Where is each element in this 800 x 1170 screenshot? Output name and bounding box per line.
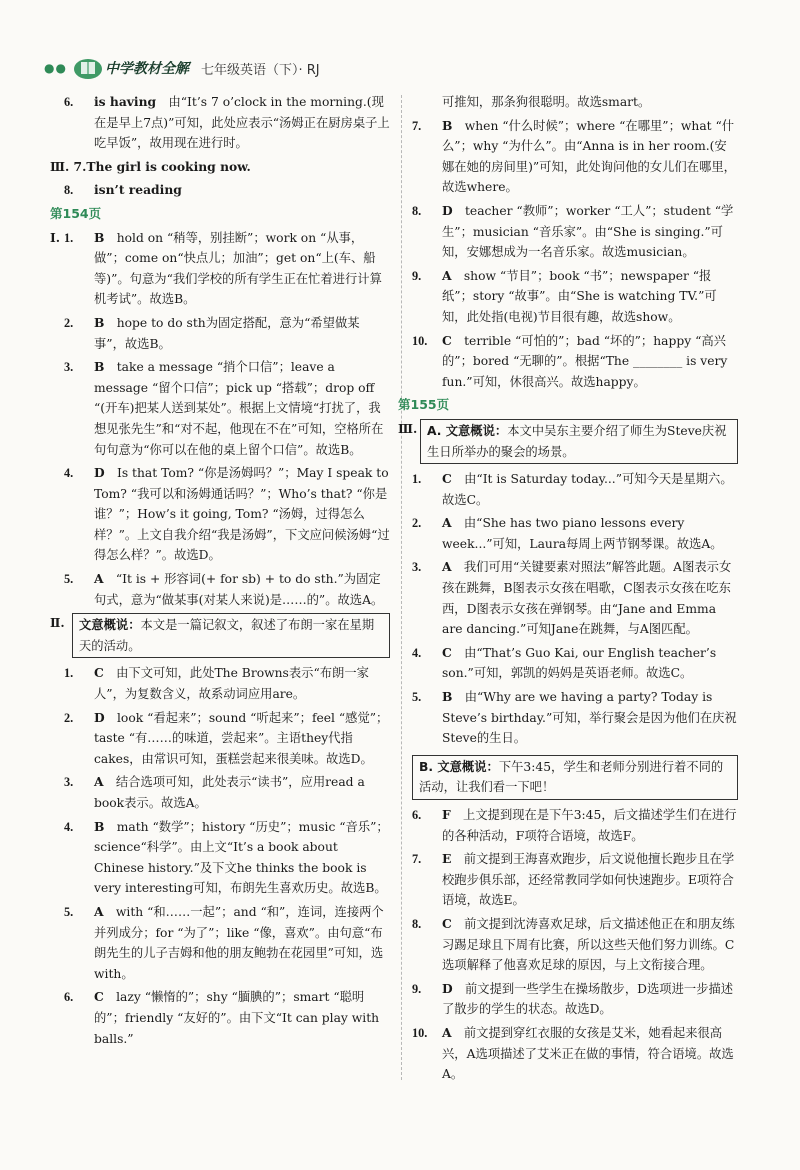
summary-box: A. 文意概说：本文中吴东主要介绍了师生为Steve庆祝生日所举办的聚会的场景。 — [420, 419, 738, 464]
answer-item: 2. B hope to do sth为固定搭配，意为“希望做某事”，故选B。 — [64, 314, 360, 351]
column-divider — [401, 95, 402, 1080]
section-summary: Ⅲ. A. 文意概说：本文中吴东主要介绍了师生为Steve庆祝生日所举办的聚会的场景。 — [398, 419, 738, 464]
answer-item: 6. is having 由“It’s 7 o’clock in the morning.(现在是早上7点)”可知，此处应表示“汤姆正在厨房桌子上吃早饭”，故用现在进行时。 — [64, 94, 390, 151]
answer-item: 1. C 由“It is Saturday today...”可知今天是星期六。故选C。 — [412, 471, 733, 507]
answer-item: 6. F 上文提到现在是下午3:45，后文描述学生们在进行的各种活动，F项符合语境，故选F。 — [412, 807, 737, 843]
section-heading: Ⅲ. 7.The girl is cooking now. — [50, 158, 251, 174]
answer-item: 7. B when “什么时候”；where “在哪里”；what “什么”；why “为什么”。由“Anna is in her room.(安娜在她的房间里)”可知，此处询问他的女儿们在哪里，故选where。 — [412, 117, 736, 195]
answer-item: Ⅰ. 1. B hold on “稍等，别挂断”；work on “从事，做”；come on“快点儿；加油”；get on“上(车、船等)”。句意为“我们学校的所有学生正在忙着进行计算机考试”。故选B。 — [50, 229, 382, 307]
answer-item: 10. C terrible “可怕的”；bad “坏的”；happy “高兴的”；bored “无聊的”。根据“The ________ is very fun.”可知，休很高兴。故选happy。 — [412, 332, 728, 389]
answer-item: 3. A 结合选项可知，此处表示“读书”，应用read a book表示。故选A。 — [64, 774, 365, 810]
answer-item: 3. B take a message “捎个口信”；leave a message “留个口信”；pick up “搭载”；drop off “(开车)把某人送到某处”。根据上文情境“打扰了，我想见张先生”和“对不起，他现在不在”可知，空格所在句句意为“你可以在他的桌上留个口信”。故选B。 — [64, 359, 384, 457]
continued-text: 可推知，那条狗很聪明。故选smart。 — [442, 95, 651, 109]
answer-item: 5. A with “和……一起”；and “和”，连词，连接两个并列成分；for “为了”；like “像，喜欢”。由句意“布朗先生的儿子吉姆和他的朋友鲍勃在花园里”可知，选with。 — [64, 903, 384, 981]
right-column — [398, 92, 738, 1088]
answer-item: 3. A 我们可用“关键要素对照法”解答此题。A图表示女孩在跳舞，B图表示女孩在唱歌，C图表示女孩在吃东西，D图表示女孩在弹钢琴。由“Jane and Emma are dancing.”可知Jane在跳舞，与A图匹配。 — [412, 559, 732, 637]
answer-item: 9. D 前文提到一些学生在操场散步，D选项进一步描述了散步的学生的状态。故选D。 — [412, 980, 734, 1017]
answer-item: 2. A 由“She has two piano lessons every week...”可知，Laura每周上两节钢琴课。故选A。 — [412, 515, 723, 551]
left-column — [50, 92, 390, 1052]
summary-box: 文意概说：本文是一篇记叙文，叙述了布朗一家在星期天的活动。 — [72, 613, 390, 658]
book-logo-icon — [73, 55, 103, 81]
page-number-label: 第155页 — [398, 397, 450, 413]
answer-item: 4. B math “数学”；history “历史”；music “音乐”；science“科学”。由上文“It’s a book about Chinese history.”及下文he thinks the book is very interesting可知，布朗先生喜欢历史。故选B。 — [64, 818, 389, 896]
answer-item: 2. D look “看起来”；sound “听起来”；feel “感觉”；taste “有……的味道，尝起来”。主语they代指cakes，由常识可知，蛋糕尝起来很美味。故选D。 — [64, 709, 389, 766]
answer-item: 1. C 由下文可知，此处The Browns表示“布朗一家人”，为复数含义，故系动词应用are。 — [64, 665, 369, 702]
book-title: 中学教材全解 — [104, 61, 189, 77]
answer-item: 8. isn’t reading — [64, 182, 182, 198]
answer-item: 8. C 前文提到沈涛喜欢足球，后文描述他正在和朋友练习踢足球且下周有比赛，所以这些天他们努力训练。C选项解释了他喜欢足球的原因，与上文衔接合理。 — [412, 915, 735, 973]
page-number-label: 第154页 — [50, 205, 102, 221]
subject-label: 七年级英语（下）· RJ — [200, 62, 320, 78]
answer-item: 6. C lazy “懒惰的”；shy “腼腆的”；smart “聪明的”；friendly “友好的”。由下文“It can play with balls.” — [64, 989, 380, 1046]
answer-item: 9. A show “节目”；book “书”；newspaper “报纸”；story “故事”。由“She is watching TV.”可知，此处指(电视)节目很有趣，故选show。 — [412, 267, 717, 324]
page-header — [44, 50, 464, 86]
section-summary: Ⅱ. 文意概说：本文是一篇记叙文，叙述了布朗一家在星期天的活动。 — [50, 613, 390, 658]
decorative-dots: ●● — [44, 61, 67, 75]
answer-item: 4. D Is that Tom? “你是汤姆吗？”；May I speak to Tom? “我可以和汤姆通话吗？”；Who’s that? “你是谁？”；How’s it going, Tom? “汤姆，过得怎么样？”。上文自我介绍“我是汤姆”，下文应问候汤姆“过得怎么样？”。故选D。 — [64, 465, 390, 563]
answer-item: 5. A “It is + 形容词(+ for sb) + to do sth.”为固定句式，意为“做某事(对某人来说)是……的”。故选A。 — [64, 571, 384, 607]
answer-item: 4. C 由“That’s Guo Kai, our English teacher’s son.”可知，郭凯的妈妈是英语老师。故选C。 — [412, 644, 717, 681]
answer-item: 10. A 前文提到穿红衣服的女孩是艾米，她看起来很高兴，A选项描述了艾米正在做的事情，符合语境。故选A。 — [412, 1024, 734, 1082]
answer-item: 8. D teacher “教师”；worker “工人”；student “学生”；musician “音乐家”。由“She is singing.”可知，安娜想成为一名音乐家。故选musician。 — [412, 202, 734, 260]
answer-item: 7. E 前文提到王海喜欢跑步，后文说他擅长跑步且在学校跑步俱乐部，还经常教同学如何快速跑步。E项符合语境，故选E。 — [412, 851, 735, 908]
answer-item: 5. B 由“Why are we having a party? Today is Steve’s birthday.”可知，举行聚会是因为他们在庆祝Steve的生日。 — [412, 689, 737, 746]
summary-box: B. 文意概说：下午3:45，学生和老师分别进行着不同的活动，让我们看一下吧！ — [412, 755, 738, 800]
